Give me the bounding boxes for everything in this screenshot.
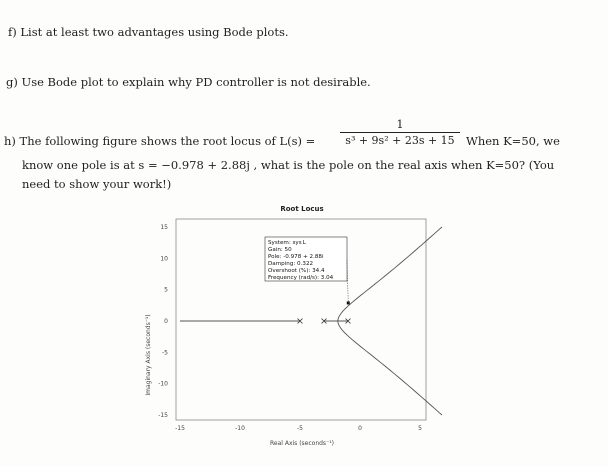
y-tick-label: -5 [162,349,168,357]
tf-denominator: s³ + 9s² + 23s + 15 [345,134,455,147]
x-tick-label: -5 [297,425,303,432]
y-axis-label: Imaginary Axis (seconds⁻¹) [145,314,152,396]
question-g: g) Use Bode plot to explain why PD controller is not desirable. [6,75,371,89]
question-h-when: When K=50, we [466,134,560,148]
datatip-damping: Damping: 0.322 [268,261,314,267]
question-h-line2: know one pole is at s = −0.978 + 2.88j , what is the pole on the real axis when K=50? (You [22,158,555,172]
datatip [265,237,347,281]
x-tick-label: 0 [358,425,362,432]
y-tick-label: -10 [158,380,168,388]
question-f: f) List at least two advantages using Bode plots. [8,25,289,39]
datatip-leader [347,260,348,303]
datatip-pole: Pole: -0.978 + 2.88i [268,254,324,260]
datatip-overshoot: Overshoot (%): 34.4 [268,268,325,274]
y-tick-label: 10 [160,255,168,263]
x-ticks [175,425,422,432]
x-tick-label: -15 [175,425,185,432]
datatip-frequency: Frequency (rad/s): 3.04 [268,275,334,281]
x-axis-label: Real Axis (seconds⁻¹) [270,440,334,447]
tf-numerator: 1 [396,118,404,131]
y-tick-label: 15 [160,224,168,231]
datatip-system: System: sys L [268,240,306,246]
x-tick-label: -10 [235,425,245,432]
datatip-gain: Gain: 50 [268,247,292,253]
question-h-line3: need to show your work!) [22,177,172,191]
y-ticks [158,224,168,419]
y-tick-label: -15 [158,412,168,419]
question-h-line1: h) The following figure shows the root locus of L(s) = [4,134,316,148]
y-tick-label: 5 [164,286,168,294]
x-tick-label: 5 [418,425,422,432]
y-tick-label: 0 [164,318,168,325]
chart-title: Root Locus [280,205,324,213]
